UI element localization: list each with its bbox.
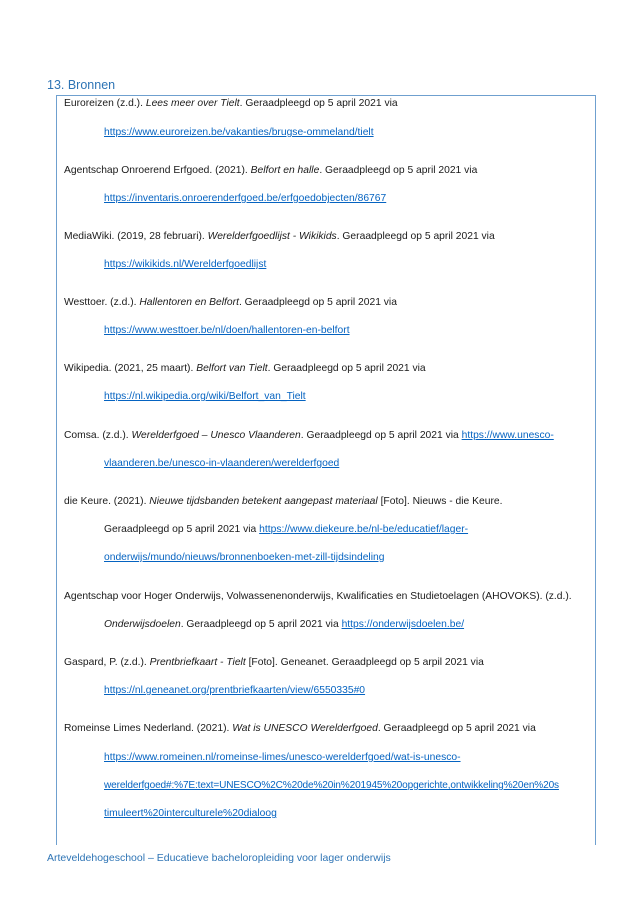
ref-1-title: Belfort en halle	[250, 165, 320, 176]
ref-3-author: Westtoer. (z.d.).	[64, 297, 140, 308]
page-footer: Arteveldehogeschool – Educatieve bacheloropleiding voor lager onderwijs	[47, 852, 391, 864]
ref-0-note: . Geraadpleegd op 5 april 2021 via	[239, 98, 398, 109]
ref-9-link-end[interactable]: timuleert%20interculturele%20dialoog	[104, 808, 277, 819]
ref-4-author: Wikipedia. (2021, 25 maart).	[64, 363, 197, 374]
ref-8-title: Prentbriefkaart - Tielt	[149, 657, 246, 668]
ref-7-note: . Geraadpleegd op 5 april 2021 via	[180, 619, 342, 630]
reference-3	[64, 296, 397, 309]
ref-3-link[interactable]: https://www.westtoer.be/nl/doen/hallentoren-en-belfort	[104, 325, 350, 336]
ref-3-note: . Geraadpleegd op 5 april 2021 via	[238, 297, 397, 308]
ref-6-title: Nieuwe tijdsbanden betekent aangepast materiaal	[149, 496, 378, 507]
ref-0-link[interactable]: https://www.euroreizen.be/vakanties/brugse-ommeland/tielt	[104, 127, 374, 138]
reference-7	[64, 590, 572, 603]
ref-2-title: Werelderfgoedlijst - Wikikids	[207, 231, 337, 242]
ref-6-accessed: Geraadpleegd op 5 april 2021 via	[104, 524, 260, 535]
ref-6-link-end[interactable]: onderwijs/mundo/nieuws/bronnenboeken-met-zill-tijdsindeling	[104, 552, 385, 563]
ref-1-link[interactable]: https://inventaris.onroerenderfgoed.be/erfgoedobjecten/86767	[104, 193, 387, 204]
ref-5-author: Comsa. (z.d.).	[64, 430, 132, 441]
reference-8	[64, 656, 484, 669]
ref-8-author: Gaspard, P. (z.d.).	[64, 657, 150, 668]
reference-5	[64, 429, 554, 442]
ref-7-title: Onderwijsdoelen	[104, 619, 181, 630]
ref-9-author: Romeinse Limes Nederland. (2021).	[64, 723, 233, 734]
ref-8-note: [Foto]. Geneanet. Geraadpleegd op 5 arpil 2021 via	[245, 657, 484, 668]
ref-4-title: Belfort van Tielt	[196, 363, 268, 374]
reference-0	[64, 97, 398, 110]
ref-6-note: [Foto]. Nieuws - die Keure.	[377, 496, 503, 507]
ref-0-author: Euroreizen (z.d.).	[64, 98, 146, 109]
ref-1-author: Agentschap Onroerend Erfgoed. (2021).	[64, 165, 251, 176]
ref-5-link-start[interactable]: https://www.unesco-	[461, 430, 554, 441]
ref-1-note: . Geraadpleegd op 5 april 2021 via	[319, 165, 478, 176]
section-title: 13. Bronnen	[47, 78, 116, 92]
reference-2	[64, 230, 495, 243]
ref-9-title: Wat is UNESCO Werelderfgoed	[232, 723, 378, 734]
ref-6-link-start[interactable]: https://www.diekeure.be/nl-be/educatief/lager-	[259, 524, 469, 535]
reference-1	[64, 164, 477, 177]
ref-2-link[interactable]: https://wikikids.nl/Werelderfgoedlijst	[104, 259, 267, 270]
ref-9-note: . Geraadpleegd op 5 april 2021 via	[377, 723, 536, 734]
ref-2-note: . Geraadpleegd op 5 april 2021 via	[336, 231, 495, 242]
ref-4-note: . Geraadpleegd op 5 april 2021 via	[267, 363, 426, 374]
ref-7-author: Agentschap voor Hoger Onderwijs, Volwassenenonderwijs, Kwalificaties en Studietoelagen (AHOVOKS). (z.d.).	[64, 591, 572, 602]
ref-9-link-middle[interactable]: werelderfgoed#:%7E:text=UNESCO%2C%20de%20in%201945%20opgerichte,ontwikkeling%20en%20s	[104, 780, 559, 791]
ref-5-link-end[interactable]: vlaanderen.be/unesco-in-vlaanderen/werelderfgoed	[104, 458, 340, 469]
ref-6-author: die Keure. (2021).	[64, 496, 150, 507]
ref-9-link-start[interactable]: https://www.romeinen.nl/romeinse-limes/unesco-werelderfgoed/wat-is-unesco-	[104, 752, 461, 763]
ref-8-link[interactable]: https://nl.geneanet.org/prentbriefkaarten/view/6550335#0	[104, 685, 366, 696]
ref-2-author: MediaWiki. (2019, 28 februari).	[64, 231, 208, 242]
reference-4	[64, 362, 426, 375]
ref-3-title: Hallentoren en Belfort	[139, 297, 239, 308]
ref-4-link[interactable]: https://nl.wikipedia.org/wiki/Belfort_van_Tielt	[104, 391, 306, 402]
ref-5-note: . Geraadpleegd op 5 april 2021 via	[300, 430, 462, 441]
ref-5-title: Werelderfgoed – Unesco Vlaanderen	[131, 430, 301, 441]
ref-0-title: Lees meer over Tielt	[145, 98, 240, 109]
reference-6	[64, 495, 502, 508]
ref-7-link[interactable]: https://onderwijsdoelen.be/	[341, 619, 465, 630]
reference-9	[64, 722, 536, 735]
